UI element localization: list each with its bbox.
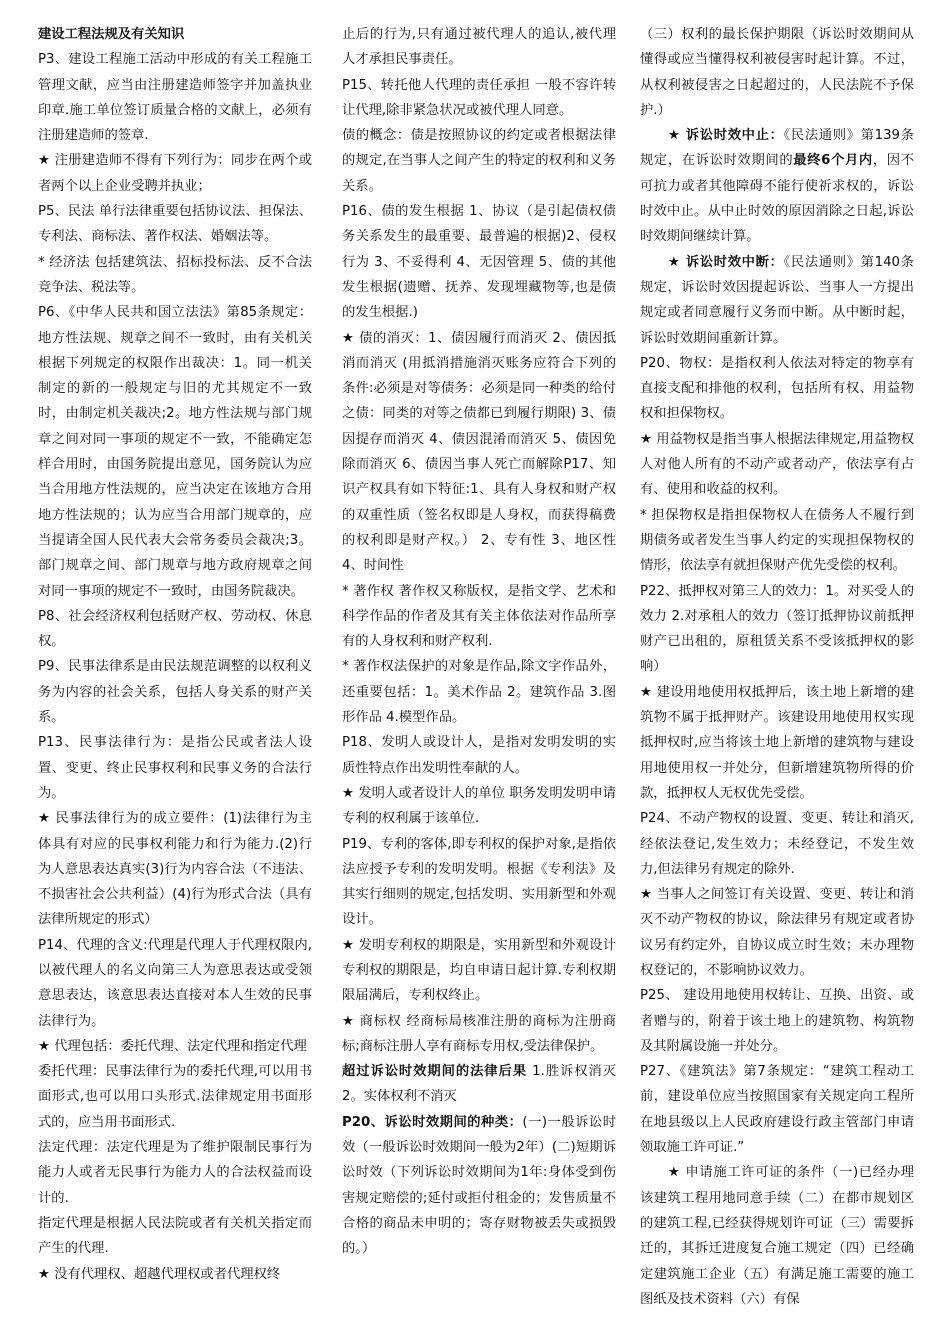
paragraph xyxy=(640,351,914,427)
paragraph-text: ★ 债的消灭：1、债因履行而消灭 2、债因抵消而消灭 (用抵消措施消灭账务应符合下列的条件:必须是对等债务：必须是同一种类的给付之债：同类的对等之债都已到履行期限) 3、债因提存而消灭 4、债因混淆而消灭 5、债因免除而消灭 6、债因当事人死亡而解除P17、知识产权具有如下特征:1、具有人身权和财产权的双重性质（签名权即是人身权，而获得稿费的权利即是财产权。） 2、专有性 3、地区性 4、时间性 xyxy=(342,330,616,574)
paragraph-text: 《民法通则》第139条规定，在诉讼时效期间的 xyxy=(640,128,914,169)
paragraph-text: P24、不动产物权的设置、变更、转让和消灭,经依法登记,发生效力；未经登记，不发生效力,但法律另有规定的除外. xyxy=(640,811,914,877)
paragraph xyxy=(342,654,616,730)
paragraph xyxy=(640,427,914,503)
paragraph-text: P13、民事法律行为：是指公民或者法人设置、变更、终止民事权利和民事义务的合法行为。 xyxy=(38,735,312,801)
paragraph xyxy=(342,781,616,832)
paragraph-text: 《民法通则》第140条规定，诉讼时效因提起诉讼、当事人一方提出规定或者同意履行义务而中断。从中断时起，诉讼时效期间重新计算。 xyxy=(640,254,914,346)
paragraph xyxy=(640,22,914,123)
paragraph xyxy=(38,1034,312,1059)
paragraph xyxy=(38,47,312,148)
paragraph-text: P3、建设工程施工活动中形成的有关工程施工管理文献，应当由注册建造师签字并加盖执业印章.施工单位签订质量合格的文献上，必须有注册建造师的签章. xyxy=(38,52,312,144)
paragraph xyxy=(38,730,312,806)
paragraph-text: ★ 没有代理权、超越代理权或者代理权终 xyxy=(38,1266,281,1282)
paragraph-text: 止后的行为,只有通过被代理人的追认,被代理人才承担民事责任。 xyxy=(342,27,616,68)
paragraph xyxy=(342,933,616,1009)
paragraph-text: P27、《建筑法》第7条规定：“建筑工程动工前，建设单位应当按照国家有关规定向工程所在地县级以上人民政府建设行政主管部门申请领取施工许可证.” xyxy=(640,1064,914,1156)
paragraph xyxy=(640,250,914,351)
paragraph xyxy=(640,806,914,882)
paragraph-text: P5、民法 单行法律重要包括协议法、担保法、专利法、商标法、著作权法、婚姻法等。 xyxy=(38,204,312,245)
paragraph xyxy=(38,1135,312,1211)
paragraph xyxy=(38,933,312,1034)
paragraph xyxy=(342,1059,616,1110)
paragraph-heading: ★ 诉讼时效中止： xyxy=(667,128,784,144)
paragraph xyxy=(38,806,312,932)
paragraph xyxy=(342,73,616,124)
paragraph-text: 委托代理：民事法律行为的委托代理,可以用书面形式,也可以用口头形式.法律规定用书面形式的，应当用书面形式. xyxy=(38,1064,312,1130)
paragraph xyxy=(38,1262,312,1287)
paragraph xyxy=(342,579,616,655)
emphasis-text: 最终6个月内 xyxy=(793,153,873,169)
paragraph-text: ★ 发明专利权的期限是，实用新型和外观设计专利权的期限是，均自申请日起计算.专利权期限届满后，专利权终止。 xyxy=(342,937,616,1004)
paragraph xyxy=(640,1059,914,1160)
paragraph xyxy=(342,199,616,325)
paragraph xyxy=(38,1211,312,1262)
paragraph xyxy=(38,148,312,199)
paragraph-text: P18、发明人或设计人，是指对发明发明的实质性特点作出发明性奉献的人。 xyxy=(342,735,616,776)
paragraph-text: ★ 发明人或者设计人的单位 职务发明发明申请专利的权利属于该单位. xyxy=(342,785,616,827)
paragraph xyxy=(640,680,914,806)
paragraph-text: * 经济法 包括建筑法、招标投标法、反不合法竞争法、税法等。 xyxy=(38,254,312,295)
paragraph-text: ，因不可抗力或者其他障碍不能行使祈求权的，诉讼时效中止。从中止时效的原因消除之日起,诉讼时效期间继续计算。 xyxy=(640,153,915,245)
paragraph-text: * 著作权法保护的对象是作品,除文字作品外，还重要包括：1。美术作品 2。建筑作品 3.图形作品 4.模型作品。 xyxy=(342,659,616,726)
paragraph-text: * 担保物权是指担保物权人在债务人不履行到期债务或者发生当事人约定的实现担保物权的情形，依法享有就担保财产优先受偿的权利。 xyxy=(640,507,914,574)
paragraph-text: P25、 建设用地使用权转让、互换、出资、或者赠与的，附着于该土地上的建筑物、构筑物及其附属设施一并处分。 xyxy=(640,988,914,1054)
paragraph xyxy=(342,1009,616,1060)
paragraph-text: ★ 商标权 经商标局核准注册的商标为注册商标;商标注册人享有商标专用权,受法律保护。 xyxy=(342,1013,616,1054)
paragraph xyxy=(38,654,312,730)
paragraph-text: P19、专利的客体,即专利权的保护对象,是指依法应授予专利的发明发明。根据《专利法》及其实行细则的规定,包括发明、实用新型和外观设计。 xyxy=(342,836,616,928)
paragraph xyxy=(38,22,312,47)
paragraph-text: P14、代理的含义:代理是代理人于代理权限内,以被代理人的名义向第三人为意思表达或受领意思表达，该意思表达直接对本人生效的民事法律行为。 xyxy=(38,937,312,1029)
paragraph-text: (一)一般诉讼时效（一般诉讼时效期间一般为2年）(二)短期诉讼时效（下列诉讼时效期间为1年:身体受到伤害规定赔偿的;延付或拒付租金的；发售质量不合格的商品未申明的；寄存财物被丢失或损毁的。） xyxy=(342,1114,616,1257)
paragraph xyxy=(640,579,914,680)
paragraph xyxy=(38,604,312,655)
paragraph xyxy=(38,1059,312,1135)
text-column-1 xyxy=(38,22,312,1287)
paragraph-text: P16、债的发生根据 1、协议（是引起债权债务关系发生的最重要、最普遍的根据)2、侵权行为 3、不妥得利 4、无因管理 5、债的其他发生根据(遗赠、抚养、发现埋藏物等,也是债的发生根据.) xyxy=(342,204,616,321)
text-column-2 xyxy=(342,22,616,1262)
paragraph xyxy=(640,1160,914,1312)
paragraph-text: ★ 当事人之间签订有关设置、变更、转让和消灭不动产物权的协议，除法律另有规定或者协议另有约定外，自协议成立时生效；未办理物权登记的，不影响协议效力。 xyxy=(640,887,914,978)
paragraph-text: P8、社会经济权利包括财产权、劳动权、休息权。 xyxy=(38,608,312,650)
paragraph-text: ★ 民事法律行为的成立要件：(1)法律行为主体具有对应的民事权利能力和行为能力.(2)行为人意思表达真实(3)行为内容合法（不违法、不损害社会公共利益）(4)行为形式合法（具有法律所规定的形式） xyxy=(38,811,312,928)
paragraph-text: P20、物权：是指权利人依法对特定的物享有直接支配和排他的权利，包括所有权、用益物权和担保物权。 xyxy=(640,355,914,422)
paragraph xyxy=(640,983,914,1059)
paragraph xyxy=(342,123,616,199)
paragraph-heading: ★ 诉讼时效中断： xyxy=(667,254,784,270)
paragraph-text: P15、转托他人代理的责任承担 一般不容许转让代理,除非紧急状况或被代理人同意。 xyxy=(342,77,616,118)
paragraph xyxy=(640,503,914,579)
paragraph xyxy=(640,123,914,249)
paragraph-text: P22、抵押权对第三人的效力：1。对买受人的效力 2.对承租人的效力（签订抵押协议前抵押财产已出租的，原租赁关系不受该抵押权的影响） xyxy=(640,583,914,675)
paragraph xyxy=(38,199,312,250)
paragraph xyxy=(342,832,616,933)
paragraph-heading: 建设工程法规及有关知识 xyxy=(38,27,185,42)
paragraph-text: 债的概念：债是按照协议的约定或者根据法律的规定,在当事人之间产生的特定的权利和义务关系。 xyxy=(342,128,616,194)
paragraph-text: ★ 申请施工许可证的条件（一)已经办理该建筑工程用地同意手续（二）在都市规划区的建筑工程,已经获得规划许可证（三）需要拆迁的，其拆迁进度复合施工规定（四）已经确定建筑施工企业（五）有满足施工需要的施工图纸及技术资料（六）有保 xyxy=(640,1165,914,1307)
paragraph-text: ★ 代理包括：委托代理、法定代理和指定代理 xyxy=(38,1038,307,1054)
paragraph-heading: 超过诉讼时效期间的法律后果 xyxy=(342,1064,527,1080)
paragraph xyxy=(640,882,914,983)
paragraph-text: ★ 建设用地使用权抵押后，该土地上新增的建筑物不属于抵押财产。该建设用地使用权实现抵押权时,应当将该土地上新增的建筑物与建设用地使用权一并处分，但新增建筑物所得的价款，抵押权人无权优先受偿。 xyxy=(640,684,914,801)
paragraph-text: 1.胜诉权消灭 2。实体权利不消灭 xyxy=(342,1064,616,1105)
paragraph xyxy=(342,730,616,781)
paragraph-text: 指定代理是根据人民法院或者有关机关指定而产生的代理. xyxy=(38,1215,312,1257)
paragraph xyxy=(38,250,312,301)
paragraph-text: 法定代理：法定代理是为了维护限制民事行为能力人或者无民事行为能力人的合法权益而设计的. xyxy=(38,1140,312,1206)
paragraph-text: P9、民事法律系是由民法规范调整的以权利义务为内容的社会关系，包括人身关系的财产关系。 xyxy=(38,659,312,726)
paragraph-text: ★ 用益物权是指当事人根据法律规定,用益物权人对他人所有的不动产或者动产，依法享有占有、使用和收益的权利。 xyxy=(640,431,914,498)
paragraph-text: * 著作权 著作权又称版权，是指文学、艺术和科学作品的作者及其有关主体依法对作品所享有的人身权利和财产权利. xyxy=(342,583,616,650)
paragraph xyxy=(342,22,616,73)
paragraph-text: P6、《中华人民共和国立法法》第85条规定：地方性法规、规章之间不一致时，由有关机关根据下列规定的权限作出裁决：1。同一机关制定的新的一般规定与旧的尤其规定不一致时，由制定机关裁决;2。地方性法规与部门规章之间对同一事项的规定不一致，不能确定怎样合用时，由国务院提出意见，国务院认为应当合用地方性法规的，应当决定在该地方合用地方性法规的；认为应当合用部门规章的，应当提请全国人民代表大会常务委员会裁决;3。部门规章之间、部门规章与地方政府规章之间对同一事项的规定不一致时，由国务院裁决。 xyxy=(38,305,312,599)
paragraph-text: ★ 注册建造师不得有下列行为：同步在两个或者两个以上企业受聘并执业； xyxy=(38,153,312,194)
paragraph-heading: P20、诉讼时效期间的种类： xyxy=(342,1114,523,1130)
text-column-3 xyxy=(640,22,914,1312)
paragraph xyxy=(38,300,312,604)
paragraph xyxy=(342,1110,616,1262)
paragraph xyxy=(342,326,616,579)
paragraph-text: （三）权利的最长保护期限（诉讼时效期间从懂得或应当懂得权利被侵害时起计算。不过，从权利被侵害之日起超过的，人民法院不予保护.） xyxy=(640,27,914,118)
